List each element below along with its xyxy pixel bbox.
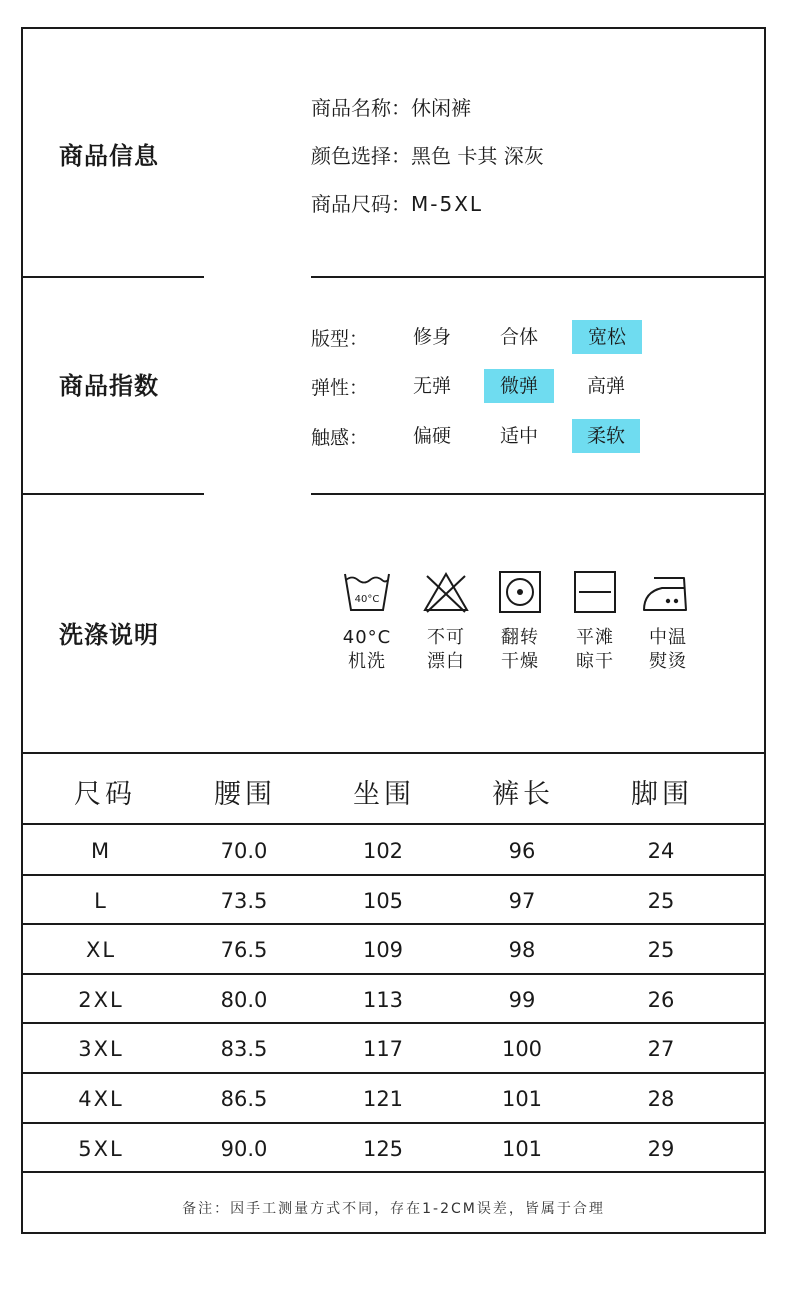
index-section-title: 商品指数 <box>59 372 159 400</box>
table-cell: 28 <box>647 1087 675 1111</box>
care-item <box>411 570 481 674</box>
table-cell: 25 <box>647 888 675 913</box>
table-cell: 117 <box>362 1037 404 1062</box>
stretch-option-none: 无弹 <box>412 375 451 397</box>
wash-section-title: 洗涤说明 <box>59 621 159 649</box>
care-label: 干燥 <box>501 651 539 672</box>
no-bleach-icon <box>421 570 471 614</box>
table-row <box>21 975 766 1023</box>
table-row <box>21 1124 766 1172</box>
table-cell: 101 <box>501 1087 543 1111</box>
table-row <box>21 925 766 973</box>
stretch-label: 弹性： <box>311 377 369 399</box>
fit-option-loose: 宽松 <box>572 320 642 354</box>
table-cell: 4XL <box>78 1087 124 1111</box>
divider <box>21 752 766 754</box>
table-header: 坐围 <box>353 779 415 810</box>
table-row <box>21 876 766 924</box>
table-cell: 3XL <box>78 1037 124 1062</box>
stretch-option-high: 高弹 <box>586 375 625 397</box>
care-label: 机洗 <box>348 651 386 672</box>
fit-label: 版型： <box>311 328 369 350</box>
table-cell: M <box>90 839 112 863</box>
table-cell: 24 <box>647 839 675 863</box>
table-header: 裤长 <box>492 779 554 810</box>
care-item <box>332 570 402 674</box>
table-header: 尺码 <box>74 779 136 810</box>
table-cell: 83.5 <box>220 1037 268 1062</box>
table-cell: 100 <box>501 1037 543 1062</box>
care-label: 熨烫 <box>649 651 687 672</box>
table-cell: 25 <box>647 938 675 963</box>
table-row <box>21 826 766 874</box>
care-label: 晾干 <box>576 651 614 672</box>
measurement-note: 备注：因手工测量方式不同，存在1-2CM误差，皆属于合理 <box>182 1201 605 1217</box>
care-label: 不可 <box>427 627 465 648</box>
divider <box>311 276 766 278</box>
fit-option-regular: 合体 <box>499 326 538 348</box>
care-item <box>485 570 555 674</box>
info-name <box>311 92 471 121</box>
tub-temp: 40°C <box>354 594 380 605</box>
table-cell: 29 <box>647 1136 675 1161</box>
fit-option-slim: 修身 <box>412 326 451 348</box>
care-item <box>560 570 630 674</box>
table-line <box>21 1171 766 1173</box>
table-cell: 125 <box>362 1136 404 1161</box>
touch-option-stiff: 偏硬 <box>412 425 451 447</box>
info-size <box>311 188 483 217</box>
care-label: 平滩 <box>576 627 614 648</box>
dry-flat-icon <box>570 570 620 614</box>
touch-option-medium: 适中 <box>499 425 538 447</box>
iron-medium-icon <box>640 570 696 614</box>
table-cell: 98 <box>508 938 536 963</box>
table-row <box>21 1024 766 1072</box>
tumble-dry-icon <box>495 570 545 614</box>
touch-option-soft: 柔软 <box>572 419 640 453</box>
divider <box>21 493 204 495</box>
table-cell: 102 <box>362 839 404 863</box>
table-cell: 101 <box>501 1136 543 1161</box>
stretch-option-slight: 微弹 <box>484 369 554 403</box>
wash-40-icon <box>342 570 392 614</box>
info-value: M-5XL <box>411 192 484 216</box>
table-cell: 90.0 <box>220 1136 268 1161</box>
table-cell: 27 <box>647 1037 675 1062</box>
info-value: 休闲裤 <box>411 96 471 120</box>
info-section-title: 商品信息 <box>59 142 159 170</box>
table-cell: 26 <box>647 987 675 1012</box>
touch-label: 触感： <box>311 427 369 449</box>
table-cell: 121 <box>362 1087 404 1111</box>
care-label: 中温 <box>649 627 687 648</box>
info-key: 颜色选择： <box>311 144 411 168</box>
table-header: 脚围 <box>631 779 693 810</box>
table-cell: 73.5 <box>220 888 268 913</box>
info-key: 商品尺码： <box>311 192 411 216</box>
table-cell: 2XL <box>78 987 124 1012</box>
table-cell: 109 <box>362 938 404 963</box>
table-row <box>21 1074 766 1122</box>
divider <box>21 276 204 278</box>
table-cell: 86.5 <box>220 1087 268 1111</box>
table-cell: 80.0 <box>220 987 268 1012</box>
table-cell: 113 <box>362 987 404 1012</box>
care-label: 漂白 <box>427 651 465 672</box>
care-item <box>633 570 703 674</box>
info-value: 黑色 卡其 深灰 <box>411 144 544 168</box>
care-label: 翻转 <box>501 627 539 648</box>
table-cell: L <box>94 888 108 913</box>
info-key: 商品名称： <box>311 96 411 120</box>
table-cell: 99 <box>508 987 536 1012</box>
table-cell: 5XL <box>78 1136 124 1161</box>
table-cell: 70.0 <box>220 839 268 863</box>
divider <box>311 493 766 495</box>
table-line <box>21 823 766 825</box>
table-cell: 76.5 <box>220 938 268 963</box>
care-label: 40°C <box>342 627 392 648</box>
info-color <box>311 140 544 169</box>
table-cell: 105 <box>362 888 404 913</box>
table-header: 腰围 <box>214 779 276 810</box>
table-cell: 96 <box>508 839 536 863</box>
table-cell: 97 <box>508 888 536 913</box>
table-cell: XL <box>85 938 117 963</box>
